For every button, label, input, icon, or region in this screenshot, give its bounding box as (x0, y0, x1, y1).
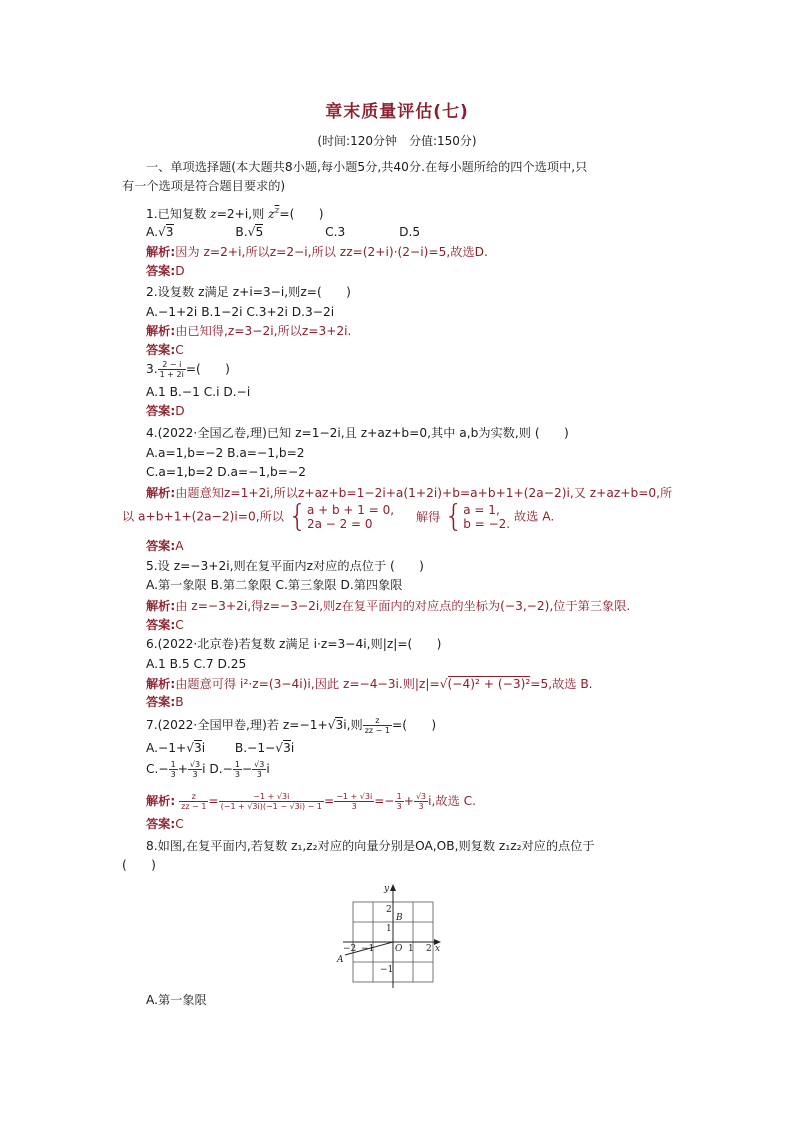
q7-stem: 7.(2022·全国甲卷,理)若 z=−1+√3i,则 $\frac{z}{zz - 1}$ =( ) (146, 716, 437, 735)
q8-stem-bracket: ( ) (122, 858, 156, 872)
q7-options-1: A.−1+√3i B.−1−√3i (146, 741, 295, 755)
fig-origin-label: O (395, 944, 403, 954)
fig-y-label: y (384, 884, 390, 894)
fig-tick-x1: 1 (408, 944, 414, 954)
q8-stem: 8.如图,在复平面内,若复数 z₁,z₂对应的向量分别是OA,OB,则复数 z₁z₂对应的点位于 (146, 839, 595, 853)
q2-answer: 答案:C (146, 343, 184, 357)
q4-options-1: A.a=1,b=−2 B.a=−1,b=2 (146, 446, 305, 460)
fig-point-b: B (396, 913, 403, 923)
q5-options: A.第一象限 B.第二象限 C.第三象限 D.第四象限 (146, 578, 403, 592)
q4-equation-system-1: { a + b + 1 = 0, 2a − 2 = 0 (287, 499, 395, 534)
q6-answer: 答案:B (146, 695, 184, 709)
fig-x-label: x (435, 944, 441, 954)
q7-answer: 答案:C (146, 817, 184, 831)
q4-stem: 4.(2022·全国乙卷,理)已知 z=1−2i,且 z+az+b=0,其中 a,b为实数,则 ( ) (146, 426, 569, 440)
section-heading-line1: 一、单项选择题(本大题共8小题,每小题5分,共40分.在每小题所给的四个选项中,只 (146, 160, 588, 174)
q4-answer: 答案:A (146, 539, 184, 553)
q8-option-a: A.第一象限 (146, 993, 207, 1007)
q6-stem: 6.(2022·北京卷)若复数 z满足 i·z=3−4i,则|z|=( ) (146, 637, 442, 651)
q8-complex-plane-figure (335, 882, 445, 992)
q3-stem: 3. $\frac{2 - i}{1 + 2i}$ =( ) (146, 360, 230, 379)
q1-answer: 答案:D (146, 264, 185, 278)
q4-analysis-2: 以 a+b+1+(2a−2)i=0,所以 { a + b + 1 = 0, 2a − 2 = 0 解得 { a = 1, b = −2. 故选 A. (122, 499, 555, 534)
q5-analysis: 解析:由 z=−3+2i,得z=−3−2i,则z在复平面内的对应点的坐标为(−3,−2),位于第三象限. (146, 599, 631, 613)
q4-options-2: C.a=1,b=2 D.a=−1,b=−2 (146, 465, 306, 479)
fig-tick-neg2: −2 (343, 944, 357, 954)
q6-options: A.1 B.5 C.7 D.25 (146, 657, 247, 671)
q4-analysis-1: 解析:由题意知z=1+2i,所以z+az+b=1−2i+a(1+2i)+b=a+b+1+(2a−2)i,又 z+az+b=0,所 (146, 486, 673, 500)
fig-tick-xneg1: −1 (361, 944, 375, 954)
q2-analysis: 解析:由已知得,z=3−2i,所以z=3+2i. (146, 324, 352, 338)
fig-tick-neg1: −1 (380, 965, 394, 975)
q1-analysis: 解析:因为 z=2+i,所以z=2−i,所以 zz=(2+i)·(2−i)=5,故选D. (146, 245, 488, 259)
q7-analysis: 解析: $\frac{z}{zz - 1}$ = $\frac{-1 + √3i}{(-1 + √3i)(-1 - √3i) - 1}$ = $\frac{-1 + √3i}{3}$ =− $\frac{1}{3}$ + $\frac{√3}{3}$ i,故选 C. (146, 792, 477, 811)
q6-analysis: 解析:由题意可得 i²·z=(3−4i)i,因此 z=−4−3i.则|z|=√(−4)² + (−3)²=5,故选 B. (146, 677, 593, 691)
exam-time-score: (时间:120分钟 分值:150分) (317, 134, 477, 148)
page-title: 章末质量评估(七) (325, 102, 469, 122)
q3-answer: 答案:D (146, 404, 185, 418)
q5-answer: 答案:C (146, 618, 184, 632)
q4-equation-system-2: { a = 1, b = −2. (444, 499, 511, 534)
section-heading-line2: 有一个选项是符合题目要求的) (122, 179, 286, 193)
q1-stem: 1.已知复数 z=2+i,则 $z^{\overline{z}}=$( ) (146, 206, 324, 222)
q5-stem: 5.设 z=−3+2i,则在复平面内z对应的点位于 ( ) (146, 559, 424, 573)
fig-tick-2: 2 (386, 905, 392, 915)
q3-options: A.1 B.−1 C.i D.−i (146, 385, 251, 399)
q7-options-2: C.− $\frac{1}{3}$ + $\frac{√3}{3}$ i D.− $\frac{1}{3}$ − $\frac{√3}{3}$ i (146, 760, 270, 779)
fig-tick-x2: 2 (426, 944, 432, 954)
q2-options: A.−1+2i B.1−2i C.3+2i D.3−2i (146, 305, 335, 319)
fig-tick-1: 1 (386, 924, 392, 934)
q2-stem: 2.设复数 z满足 z+i=3−i,则z=( ) (146, 285, 351, 299)
q1-options: A.√3 B.√5 C.3 D.5 (146, 225, 421, 239)
fig-point-a: A (337, 955, 344, 965)
